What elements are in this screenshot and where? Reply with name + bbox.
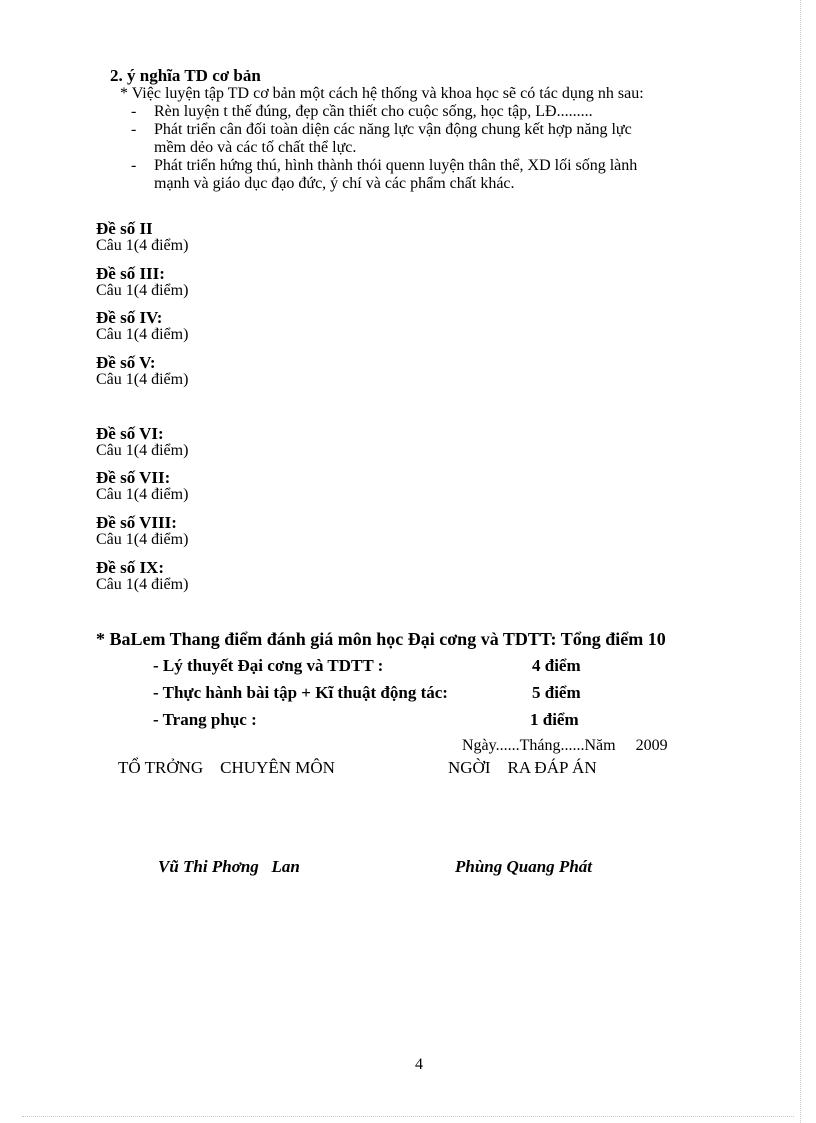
exam-question: Câu 1(4 điểm) (96, 442, 189, 459)
exam-question: Câu 1(4 điểm) (96, 282, 189, 299)
bullet-dash: - (131, 157, 137, 174)
exam-question: Câu 1(4 điểm) (96, 371, 189, 388)
exam-question: Câu 1(4 điểm) (96, 326, 189, 343)
signoff-right-role: NGỜI RA ĐÁP ÁN (448, 758, 597, 777)
exam-title: Đề số VI: (96, 424, 164, 443)
bullet-line: Phát triển cân đối toàn diện các năng lực vận động chung kết hợp năng lực (154, 121, 632, 138)
grading-item-points: 1 điểm (530, 710, 579, 729)
signoff-left-role: TỔ TRỞNG CHUYÊN MÔN (118, 758, 335, 777)
exam-title: Đề số IX: (96, 558, 164, 577)
grading-item-label: - Lý thuyết Đại cơng và TDTT : (153, 656, 384, 675)
exam-title: Đề số V: (96, 353, 156, 372)
grading-title: * BaLem Thang điểm đánh giá môn học Đại cơng và TDTT: Tổng điểm 10 (96, 629, 666, 649)
page-edge-bottom (22, 1116, 794, 1117)
bullet-dash: - (131, 121, 137, 138)
page-edge-right (800, 0, 801, 1123)
exam-title: Đề số III: (96, 264, 165, 283)
section-heading: 2. ý nghĩa TD cơ bản (110, 66, 261, 85)
page-number: 4 (415, 1056, 423, 1073)
bullet-line: Phát triển hứng thú, hình thành thói quenn luyện thân thể, XD lối sống lành (154, 157, 638, 174)
signoff-left-name: Vũ Thi Phơng Lan (158, 857, 300, 876)
bullet-line: mạnh và giáo dục đạo đức, ý chí và các phẩm chất khác. (154, 175, 515, 192)
exam-title: Đề số II (96, 219, 153, 238)
grading-item-label: - Thực hành bài tập + Kĩ thuật động tác: (153, 683, 448, 702)
bullet-line: mềm dẻo và các tố chất thể lực. (154, 139, 357, 156)
signoff-date: Ngày......Tháng......Năm 2009 (462, 737, 668, 754)
bullet-dash: - (131, 103, 137, 120)
grading-item-points: 5 điểm (532, 683, 581, 702)
bullet-line: Rèn luyện t thế đúng, đẹp cần thiết cho cuộc sống, học tập, LĐ......... (154, 103, 593, 120)
exam-title: Đề số VII: (96, 468, 171, 487)
exam-question: Câu 1(4 điểm) (96, 237, 189, 254)
section-intro: * Việc luyện tập TD cơ bản một cách hệ thống và khoa học sẽ có tác dụng nh sau: (120, 85, 644, 102)
exam-question: Câu 1(4 điểm) (96, 486, 189, 503)
exam-title: Đề số IV: (96, 308, 163, 327)
grading-item-label: - Trang phục : (153, 710, 257, 729)
signoff-right-name: Phùng Quang Phát (455, 857, 592, 876)
grading-item-points: 4 điểm (532, 656, 581, 675)
exam-question: Câu 1(4 điểm) (96, 531, 189, 548)
exam-question: Câu 1(4 điểm) (96, 576, 189, 593)
exam-title: Đề số VIII: (96, 513, 177, 532)
